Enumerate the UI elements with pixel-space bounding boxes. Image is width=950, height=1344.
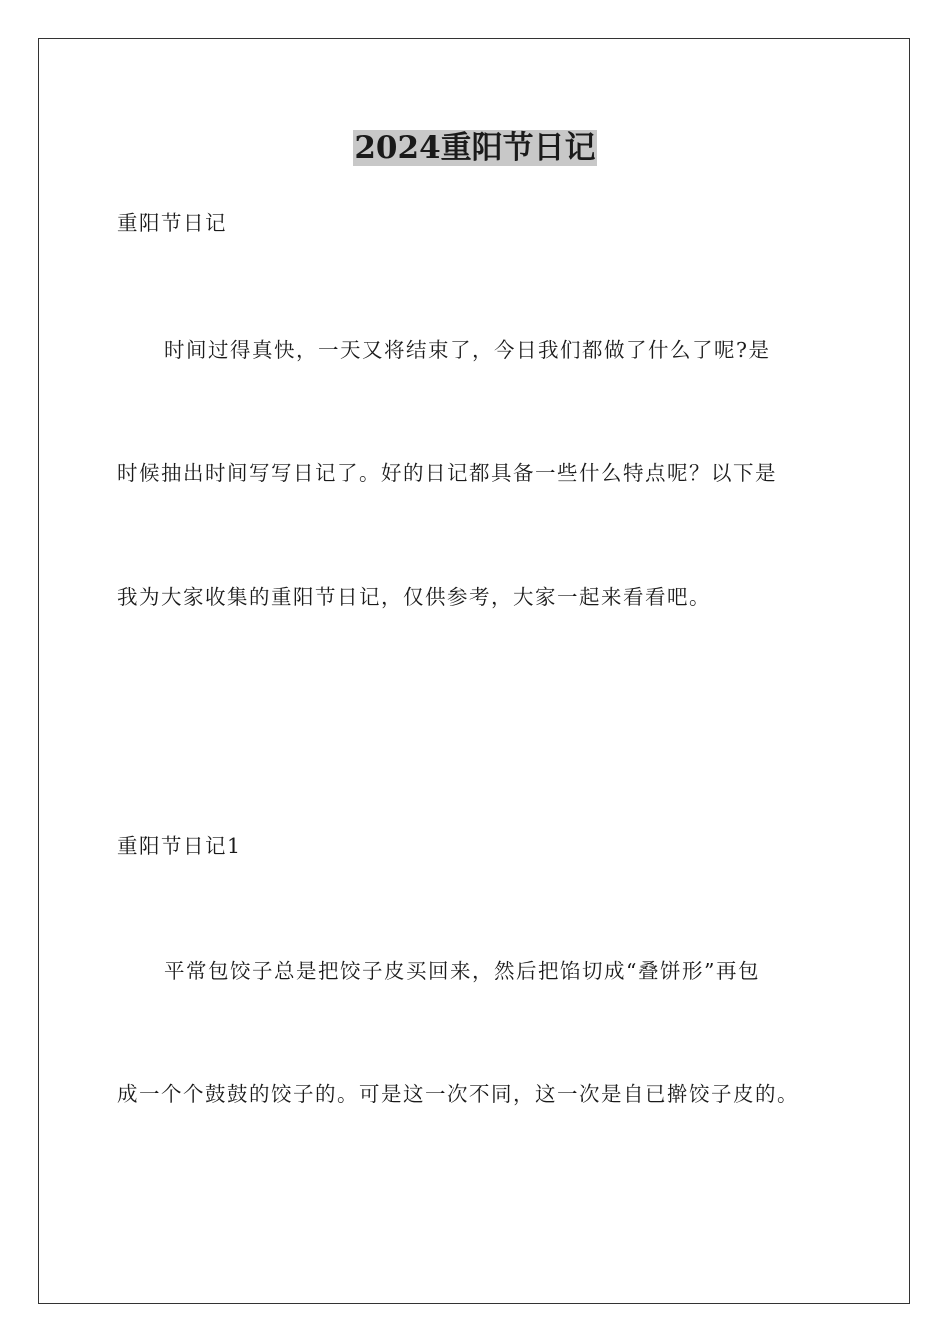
intro-paragraph-line-3: 我为大家收集的重阳节日记，仅供参考，大家一起来看看吧。 [117,585,711,609]
entry-heading: 重阳节日记1 [117,834,242,858]
document-title [0,128,950,168]
entry-paragraph-line-1: 平常包饺子总是把饺子皮买回来，然后把馅切成“叠饼形”再包 [164,959,760,983]
entry-paragraph-line-2: 成一个个鼓鼓的饺子的。可是这一次不同，这一次是自已擀饺子皮的。 [117,1082,799,1106]
document-title-text: 2024重阳节日记 [354,130,596,166]
intro-paragraph-line-1: 时间过得真快，一天又将结束了，今日我们都做了什么了呢?是 [164,338,771,362]
section-heading: 重阳节日记 [117,211,227,235]
intro-paragraph-line-2: 时候抽出时间写写日记了。好的日记都具备一些什么特点呢？以下是 [117,461,777,485]
